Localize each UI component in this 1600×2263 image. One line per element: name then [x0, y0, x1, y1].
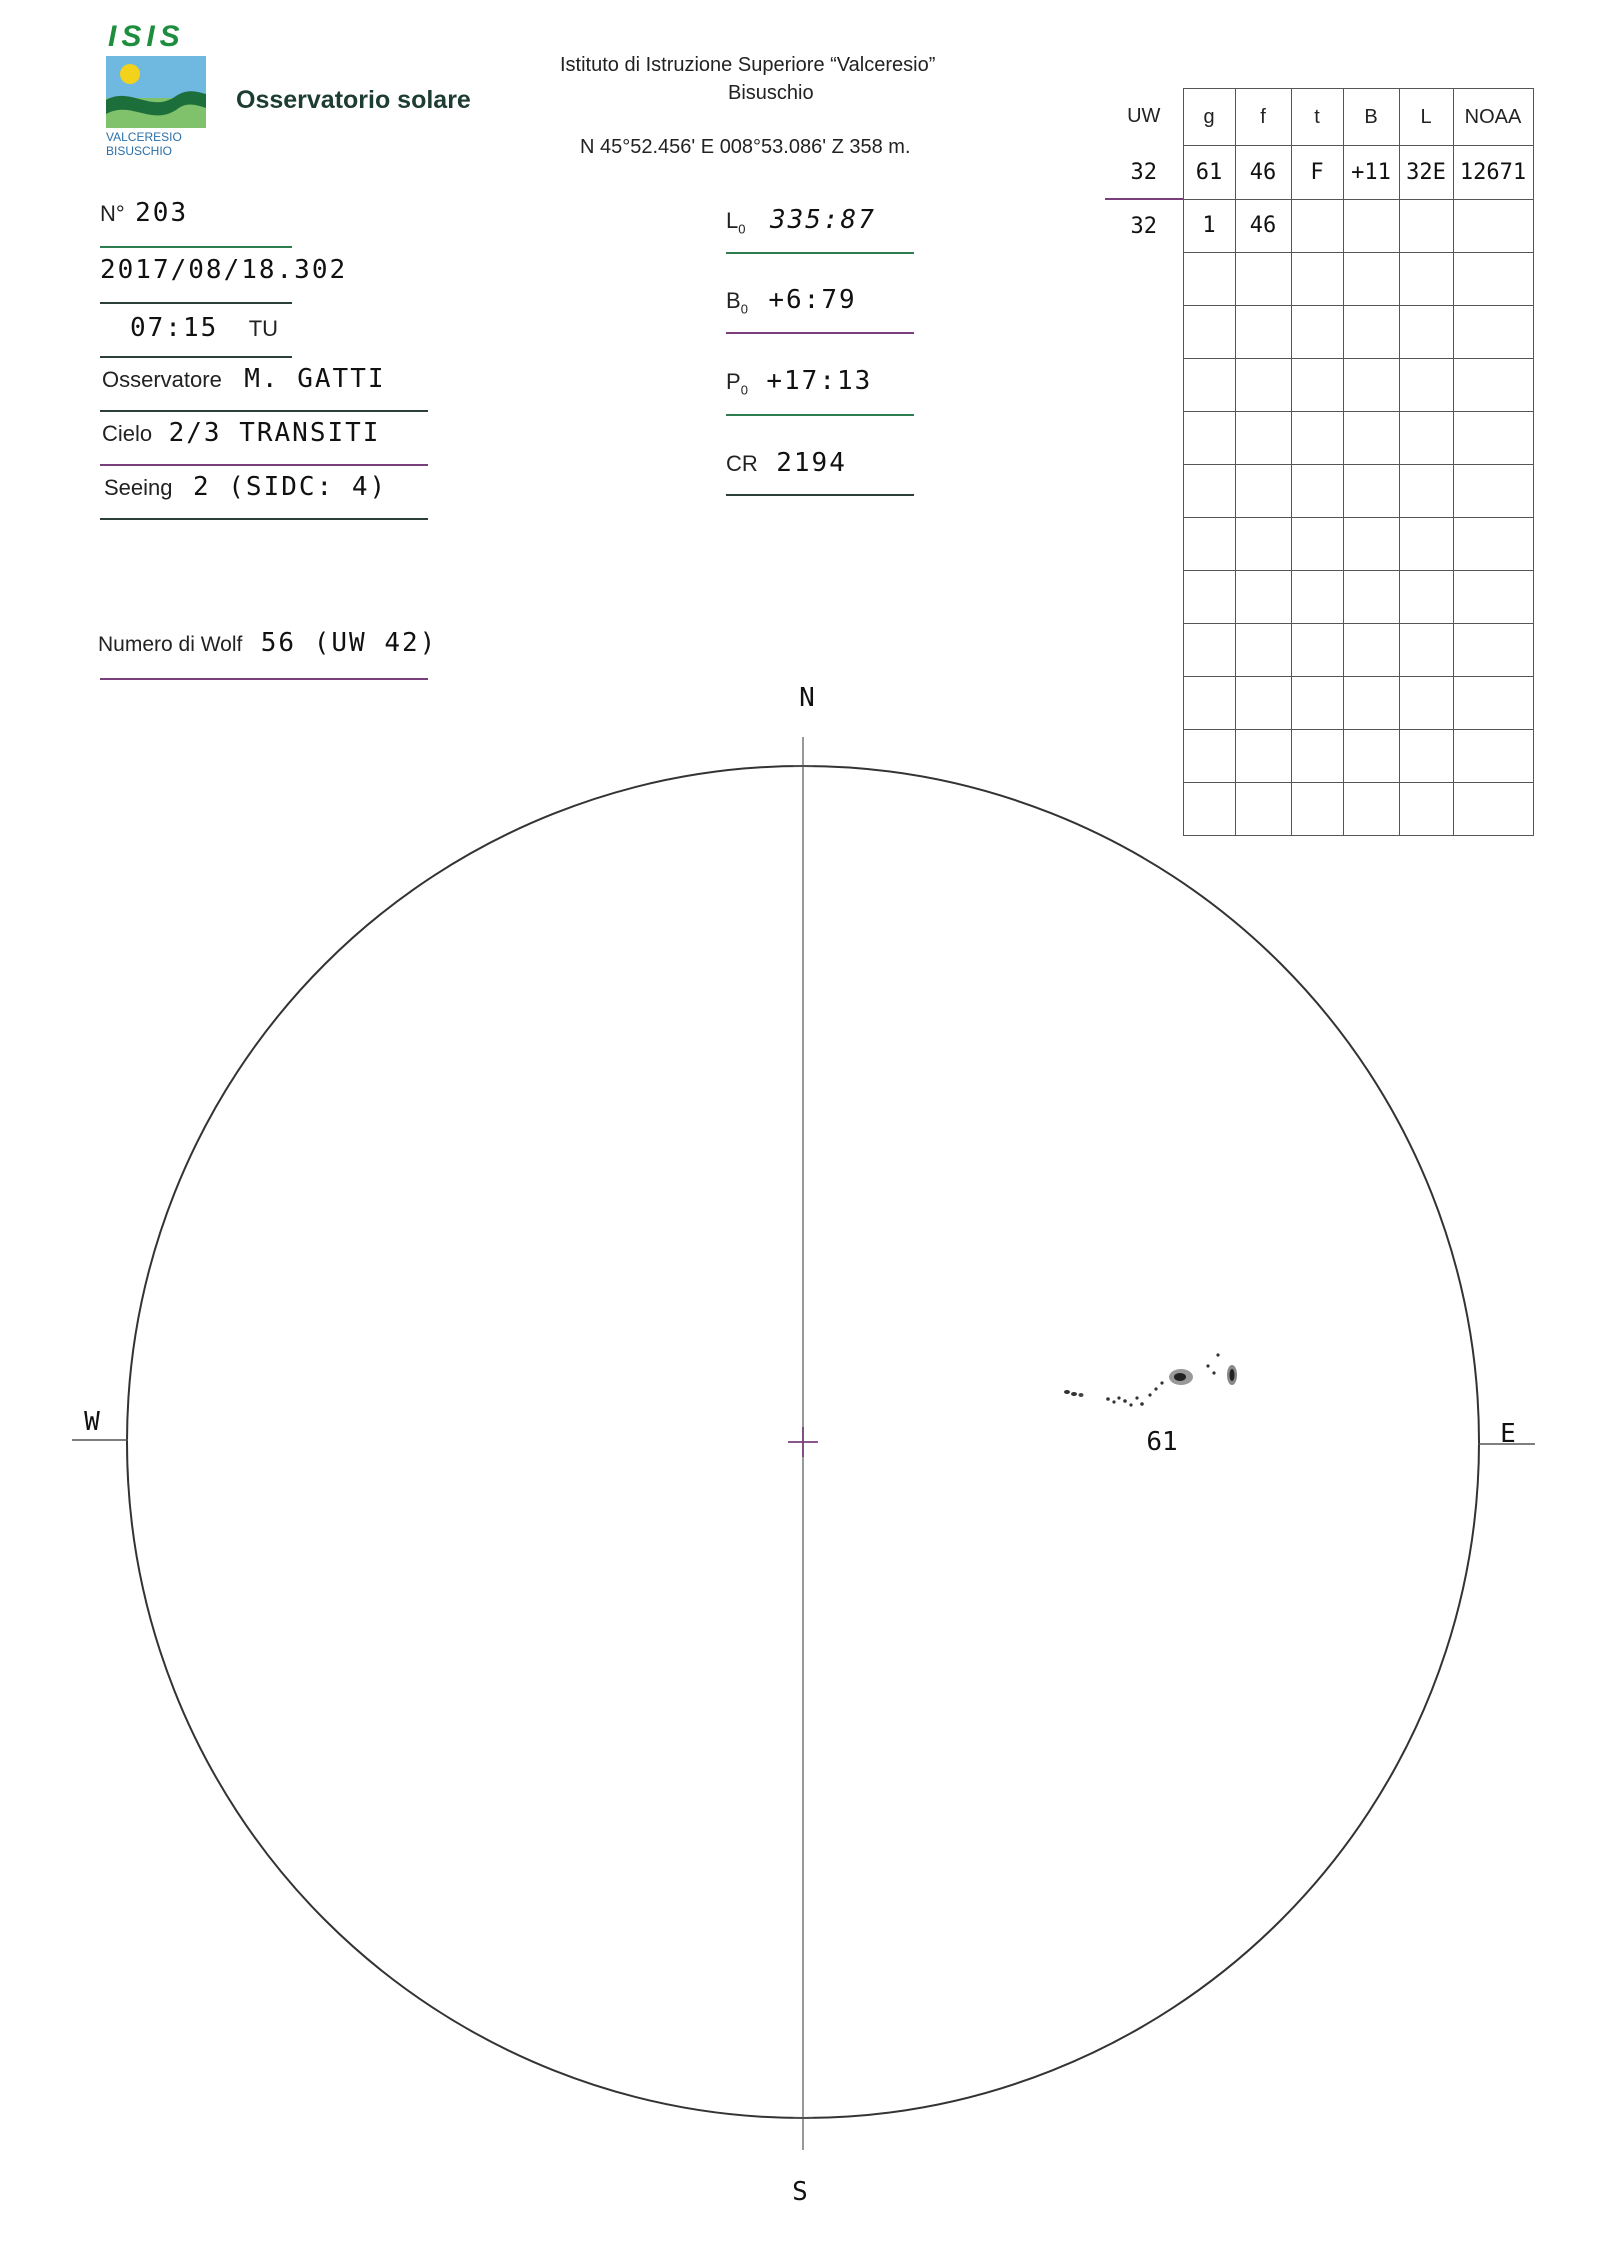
cell-g: 61: [1183, 146, 1235, 200]
group-61-label: 61: [1146, 1427, 1178, 1457]
observation-time: 07:15: [130, 313, 219, 343]
p0-value: +17:13: [766, 366, 873, 396]
logo-subtitle-2: BISUSCHIO: [106, 144, 173, 158]
south-label: S: [792, 2177, 808, 2207]
cell-l: 32E: [1399, 146, 1453, 200]
cell-uw: 32: [1105, 199, 1183, 253]
cell-f: 46: [1235, 146, 1291, 200]
cr-label: CR: [726, 451, 758, 476]
l0-value: 335:87: [769, 205, 876, 235]
observatory-title: Osservatorio solare: [236, 86, 471, 114]
time-unit: TU: [248, 316, 279, 341]
cell-b: +11: [1343, 146, 1399, 200]
observer-label: Osservatore: [102, 367, 222, 392]
l0-label: $L_0$: [726, 208, 746, 237]
institute-town: Bisuschio: [728, 82, 814, 104]
cr-value: 2194: [776, 448, 847, 478]
record-number: 203: [135, 198, 189, 228]
p0-label: $P_0$: [726, 369, 748, 398]
cell-g: 1: [1183, 199, 1235, 253]
sky-label: Cielo: [102, 421, 153, 446]
header-noaa: NOAA: [1453, 89, 1533, 146]
site-coordinates: N 45°52.456' E 008°53.086' Z 358 m.: [580, 136, 911, 158]
sky-condition: 2/3 TRANSITI: [168, 418, 381, 448]
logo-wordmark: ISIS: [108, 20, 185, 53]
institute-name: Istituto di Istruzione Superiore “Valceresio”: [560, 54, 936, 76]
west-label: W: [84, 1407, 100, 1437]
observation-date: 2017/08/18.302: [100, 255, 348, 285]
wolf-number: 56 (UW 42): [260, 628, 438, 658]
header-t: t: [1291, 89, 1343, 146]
observer-name: M. GATTI: [244, 364, 386, 394]
cell-uw: 32: [1105, 146, 1183, 200]
seeing-value: 2 (SIDC: 4): [192, 472, 388, 502]
cell-t: F: [1291, 146, 1343, 200]
north-label: N: [799, 683, 815, 713]
header-uw: UW: [1105, 89, 1183, 146]
wolf-number-label: Numero di Wolf: [98, 633, 243, 656]
header-f: f: [1235, 89, 1291, 146]
cell-f: 46: [1235, 199, 1291, 253]
cell-noaa: 12671: [1453, 146, 1533, 200]
record-number-label: N°: [100, 201, 125, 226]
east-label: E: [1500, 1419, 1516, 1449]
seeing-label: Seeing: [104, 475, 173, 500]
header-l: L: [1399, 89, 1453, 146]
b0-label: $B_0$: [726, 288, 748, 317]
b0-value: +6:79: [768, 285, 857, 315]
header-g: g: [1183, 89, 1235, 146]
sunspot-group-61: [1064, 1353, 1237, 1406]
header-b: B: [1343, 89, 1399, 146]
logo-subtitle-1: VALCERESIO: [106, 130, 182, 144]
